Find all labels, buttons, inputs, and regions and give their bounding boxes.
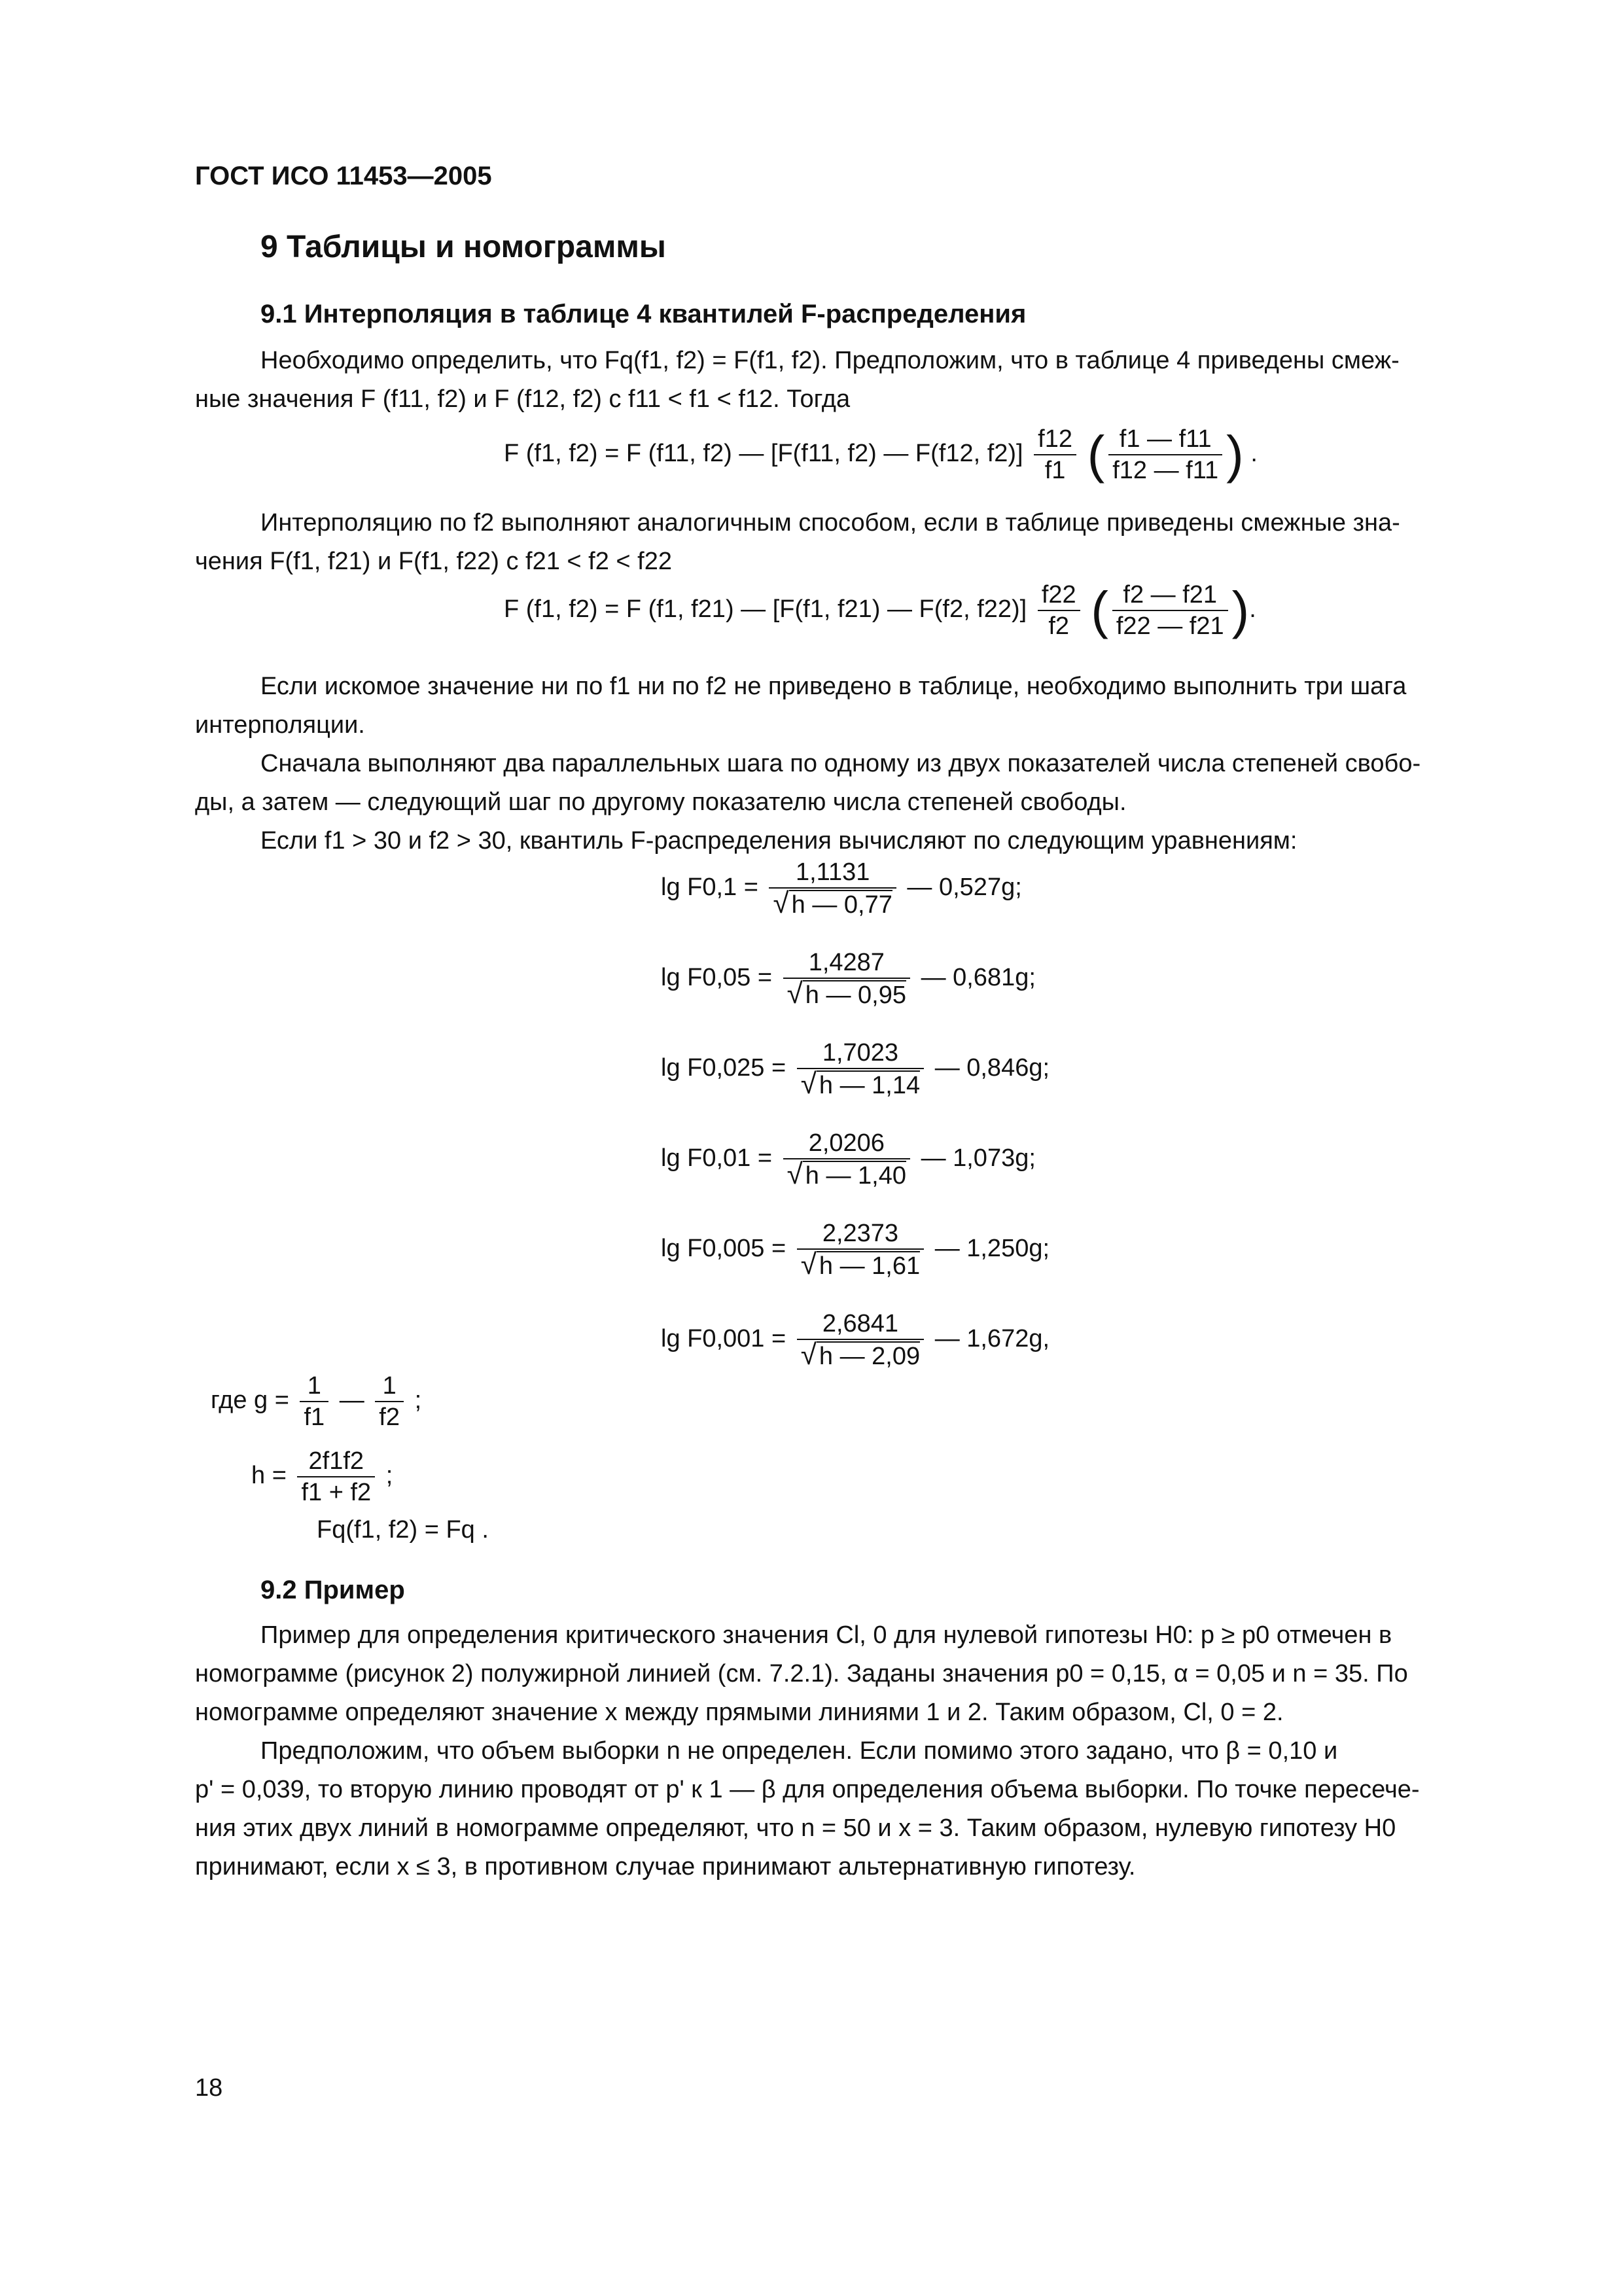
equation-lhs: lg F0,01 =	[661, 1144, 773, 1173]
paragraph-line: номограмме определяют значение x между прямыми линиями 1 и 2. Таким образом, Cl, 0 = 2.	[195, 1699, 1284, 1726]
equation-lhs: lg F0,001 =	[661, 1325, 786, 1353]
quantile-equation	[661, 1218, 1050, 1281]
definition-lhs: где g =	[211, 1386, 289, 1415]
formula-fraction	[300, 1371, 328, 1432]
formula-fraction: $\frac{2,6841}{√ h — 2,09}$	[797, 1309, 924, 1371]
fraction-numerator: f1 — f11	[1108, 424, 1222, 455]
formula-fraction	[1108, 424, 1222, 486]
formula-fraction: $\frac{1,1131}{√ h — 0,77}$	[769, 857, 896, 920]
subsection-title-9-2: 9.2 Пример	[260, 1576, 405, 1604]
section-title: 9 Таблицы и номограммы	[260, 230, 666, 264]
paragraph-line: ные значения F (f11, f2) и F (f12, f2) с f11 < f1 < f12. Тогда	[195, 385, 851, 413]
interpolation-formula-1: F (f1, f2) = F (f11, f2) — [F(f11, f2) — F(f12, f2)] $\frac{f12}{f1}$ ( $\frac{f1 — f11}{f12 — f11}$ ) .	[504, 425, 1258, 484]
fraction-denominator: f1	[304, 1404, 325, 1431]
fraction-numerator: f22	[1038, 580, 1080, 611]
definition-fq: Fq(f1, f2) = Fq .	[317, 1516, 489, 1544]
formula-fraction: $\frac{2,0206}{√ h — 1,40}$	[783, 1128, 910, 1191]
paragraph-line: ды, а затем — следующий шаг по другому показателю числа степеней свободы.	[195, 788, 1127, 816]
quantile-equation	[661, 947, 1036, 1010]
equation-rhs: — 1,073g;	[921, 1144, 1036, 1173]
document-header: ГОСТ ИСО 11453—2005	[195, 162, 492, 190]
paragraph-line: номограмме (рисунок 2) полужирной линией (см. 7.2.1). Заданы значения p0 = 0,15, α = 0,05 и n = 35. По	[195, 1660, 1408, 1687]
equation-lhs: lg F0,025 =	[661, 1054, 786, 1082]
fraction-numerator: 2,6841	[797, 1309, 924, 1340]
fraction-numerator: f2 — f21	[1112, 580, 1228, 611]
formula-fraction	[297, 1446, 375, 1508]
quantile-equation	[661, 1309, 1050, 1371]
fraction-denominator: f12 — f11	[1112, 457, 1219, 484]
formula-fraction: $\frac{1,7023}{√ h — 1,14}$	[797, 1038, 924, 1101]
paragraph-line: p' = 0,039, то вторую линию проводят от p' к 1 — β для определения объема выборки. По точке пересече-	[195, 1776, 1420, 1803]
equation-rhs: — 0,846g;	[934, 1054, 1050, 1082]
paragraph-line: интерполяции.	[195, 711, 365, 739]
fraction-numerator: 1	[375, 1371, 404, 1402]
formula-fraction: $\frac{1,4287}{√ h — 0,95}$	[783, 947, 910, 1010]
fraction-numerator: f12	[1034, 424, 1076, 455]
formula-lhs: F (f1, f2) = F (f1, f21) — [F(f1, f21) — F(f2, f22)]	[504, 595, 1027, 624]
page-number: 18	[195, 2074, 223, 2102]
equation-rhs: — 0,527g;	[907, 874, 1022, 902]
definition-g: где g = $\frac{1}{f1}$ — $\frac{1}{f2}$ ;	[211, 1372, 422, 1431]
formula-fraction	[375, 1371, 404, 1432]
fraction-numerator: 1,1131	[769, 857, 896, 889]
fraction-denominator: h — 1,61	[817, 1251, 920, 1280]
fraction-denominator: h — 1,14	[817, 1070, 920, 1099]
fraction-denominator: f22 — f21	[1116, 612, 1224, 640]
fraction-denominator: f2	[1048, 612, 1070, 640]
interpolation-formula-2: F (f1, f2) = F (f1, f21) — [F(f1, f21) — F(f2, f22)] $\frac{f22}{f2}$ ( $\frac{f2 — f21}{f22 — f21}$ ).	[504, 581, 1256, 640]
fraction-numerator: 1,4287	[783, 947, 910, 979]
fraction-denominator: f1 + f2	[301, 1479, 372, 1506]
fraction-denominator: h — 0,95	[803, 980, 906, 1009]
fraction-denominator: h — 0,77	[789, 890, 892, 919]
paragraph-line: Предположим, что объем выборки n не определен. Если помимо этого задано, что β = 0,10 и	[260, 1737, 1338, 1765]
paragraph-line: принимают, если x ≤ 3, в противном случае принимают альтернативную гипотезу.	[195, 1853, 1136, 1881]
definition-h: h = $\frac{2f1f2}{f1 + f2}$ ;	[251, 1447, 393, 1506]
formula-fraction: $\frac{2,2373}{√ h — 1,61}$	[797, 1218, 924, 1281]
subsection-title-9-1: 9.1 Интерполяция в таблице 4 квантилей F-распределения	[260, 300, 1027, 328]
paragraph-line: чения F(f1, f21) и F(f1, f22) с f21 < f2 < f22	[195, 548, 672, 575]
quantile-equation	[661, 857, 1022, 920]
fraction-numerator: 2,0206	[783, 1128, 910, 1159]
equation-rhs: — 1,672g,	[934, 1325, 1050, 1353]
definition-lhs: h =	[251, 1462, 287, 1490]
quantile-equation	[661, 1038, 1050, 1101]
formula-fraction	[1034, 424, 1076, 486]
equation-lhs: lg F0,005 =	[661, 1235, 786, 1263]
paragraph-line: Сначала выполняют два параллельных шага по одному из двух показателей числа степеней свобо-	[260, 750, 1421, 777]
fraction-denominator: h — 2,09	[817, 1341, 920, 1370]
paragraph-line: Необходимо определить, что Fq(f1, f2) = F(f1, f2). Предположим, что в таблице 4 приведены смеж-	[260, 347, 1400, 374]
fraction-numerator: 2f1f2	[297, 1446, 375, 1477]
paragraph-line: Интерполяцию по f2 выполняют аналогичным способом, если в таблице приведены смежные зна-	[260, 509, 1400, 537]
fraction-denominator: h — 1,40	[803, 1161, 906, 1190]
equation-rhs: — 1,250g;	[934, 1235, 1050, 1263]
paragraph-line: Пример для определения критического значения Cl, 0 для нулевой гипотезы H0: p ≥ p0 отмечен в	[260, 1621, 1392, 1649]
paragraph-line: Если f1 > 30 и f2 > 30, квантиль F-распределения вычисляют по следующим уравнениям:	[260, 827, 1297, 855]
equation-lhs: lg F0,1 =	[661, 874, 758, 902]
paragraph-line: ния этих двух линий в номограмме определяют, что n = 50 и x = 3. Таким образом, нулевую гипотезу H0	[195, 1814, 1396, 1842]
quantile-equation	[661, 1128, 1036, 1191]
fraction-denominator: f1	[1044, 457, 1066, 484]
fraction-denominator: f2	[379, 1404, 400, 1431]
equation-lhs: lg F0,05 =	[661, 964, 773, 992]
fraction-numerator: 1,7023	[797, 1038, 924, 1069]
fraction-numerator: 2,2373	[797, 1218, 924, 1250]
formula-lhs: F (f1, f2) = F (f11, f2) — [F(f11, f2) — F(f12, f2)]	[504, 440, 1023, 468]
paragraph-line: Если искомое значение ни по f1 ни по f2 не приведено в таблице, необходимо выполнить три шага	[260, 673, 1407, 700]
formula-fraction	[1112, 580, 1228, 641]
fraction-numerator: 1	[300, 1371, 328, 1402]
equation-rhs: — 0,681g;	[921, 964, 1036, 992]
formula-fraction	[1038, 580, 1080, 641]
